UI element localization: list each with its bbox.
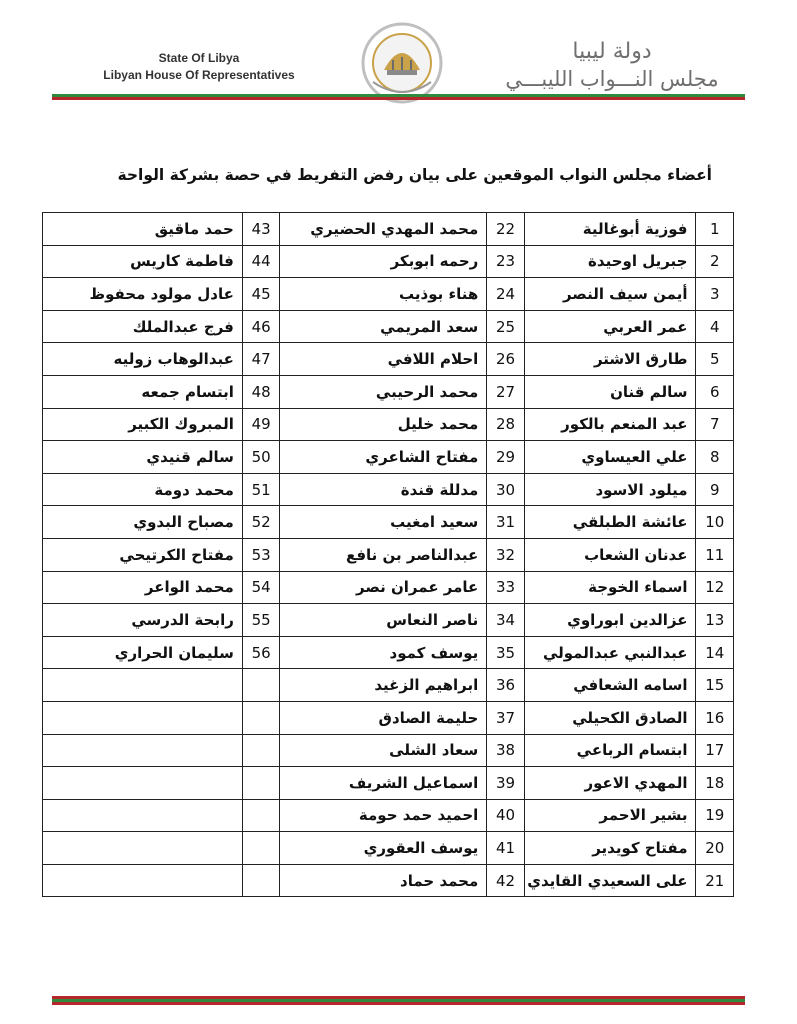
- member-name: سالم قنان: [524, 375, 696, 408]
- member-number: 55: [242, 604, 280, 637]
- member-name: فاطمة كاريس: [43, 245, 243, 278]
- house-seal-logo: [343, 22, 461, 104]
- header-english: [84, 50, 314, 84]
- member-name: محمد الواعر: [43, 571, 243, 604]
- header-english-line1: State Of Libya: [158, 51, 240, 65]
- member-number: 8: [696, 441, 734, 474]
- member-name: يوسف كمود: [280, 636, 487, 669]
- member-number: [242, 701, 280, 734]
- member-name: احلام اللافي: [280, 343, 487, 376]
- member-number: 21: [696, 864, 734, 897]
- member-number: 41: [487, 832, 525, 865]
- member-name: سعاد الشلى: [280, 734, 487, 767]
- member-number: 9: [696, 473, 734, 506]
- member-name: عزالدين ابوراوي: [524, 604, 696, 637]
- signatories-table-body: [43, 213, 734, 897]
- member-number: 4: [696, 310, 734, 343]
- member-name: حليمة الصادق: [280, 701, 487, 734]
- table-row: [43, 767, 734, 800]
- member-number: 10: [696, 506, 734, 539]
- member-name: بشير الاحمر: [524, 799, 696, 832]
- header-english-line2: Libyan House Of Representatives: [103, 68, 295, 82]
- member-name: سعد المريمي: [280, 310, 487, 343]
- member-number: 24: [487, 278, 525, 311]
- table-row: [43, 213, 734, 246]
- member-number: 44: [242, 245, 280, 278]
- member-number: [242, 864, 280, 897]
- member-name: اسامه الشعافي: [524, 669, 696, 702]
- member-number: 16: [696, 701, 734, 734]
- member-number: 37: [487, 701, 525, 734]
- table-row: [43, 441, 734, 474]
- member-number: 33: [487, 571, 525, 604]
- member-number: [242, 734, 280, 767]
- member-name: عبدالناصر بن نافع: [280, 538, 487, 571]
- member-number: 56: [242, 636, 280, 669]
- member-name: طارق الاشتر: [524, 343, 696, 376]
- member-name: المبروك الكبير: [43, 408, 243, 441]
- member-name: سعيد امغيب: [280, 506, 487, 539]
- member-number: 49: [242, 408, 280, 441]
- table-row: [43, 245, 734, 278]
- member-name: مفتاح كويدير: [524, 832, 696, 865]
- member-number: 17: [696, 734, 734, 767]
- table-row: [43, 473, 734, 506]
- member-name: حمد ماقيق: [43, 213, 243, 246]
- member-name: مفتاح الكرتيحي: [43, 538, 243, 571]
- member-name: محمد الرحيبي: [280, 375, 487, 408]
- member-name: مفتاح الشاعري: [280, 441, 487, 474]
- member-name: عبدالوهاب زوليه: [43, 343, 243, 376]
- member-number: 13: [696, 604, 734, 637]
- member-name: رحمه ابوبكر: [280, 245, 487, 278]
- member-name: عبدالنبي عبدالمولي: [524, 636, 696, 669]
- table-row: [43, 571, 734, 604]
- member-number: 54: [242, 571, 280, 604]
- member-number: 30: [487, 473, 525, 506]
- member-name: ميلود الاسود: [524, 473, 696, 506]
- member-number: 46: [242, 310, 280, 343]
- member-number: 6: [696, 375, 734, 408]
- member-name: [43, 864, 243, 897]
- member-number: 45: [242, 278, 280, 311]
- member-number: 20: [696, 832, 734, 865]
- member-name: جبريل اوحيدة: [524, 245, 696, 278]
- member-name: ابتسام الرباعي: [524, 734, 696, 767]
- member-name: محمد خليل: [280, 408, 487, 441]
- member-number: 3: [696, 278, 734, 311]
- member-name: أيمن سيف النصر: [524, 278, 696, 311]
- member-number: 36: [487, 669, 525, 702]
- member-number: 22: [487, 213, 525, 246]
- member-number: 2: [696, 245, 734, 278]
- member-name: ناصر النعاس: [280, 604, 487, 637]
- table-row: [43, 636, 734, 669]
- member-name: عبد المنعم بالكور: [524, 408, 696, 441]
- member-name: سليمان الحراري: [43, 636, 243, 669]
- table-row: [43, 375, 734, 408]
- member-number: 23: [487, 245, 525, 278]
- table-row: [43, 604, 734, 637]
- member-name: علي العيساوي: [524, 441, 696, 474]
- member-number: 32: [487, 538, 525, 571]
- member-name: عائشة الطبلقي: [524, 506, 696, 539]
- member-number: 18: [696, 767, 734, 800]
- member-number: 35: [487, 636, 525, 669]
- member-number: 38: [487, 734, 525, 767]
- table-row: [43, 278, 734, 311]
- member-number: 11: [696, 538, 734, 571]
- member-number: 28: [487, 408, 525, 441]
- member-number: 25: [487, 310, 525, 343]
- table-row: [43, 864, 734, 897]
- member-number: 40: [487, 799, 525, 832]
- table-row: [43, 669, 734, 702]
- header-arabic-line2: مجلس النـــواب الليبـــي: [505, 67, 719, 91]
- member-number: 31: [487, 506, 525, 539]
- member-name: اسماعيل الشريف: [280, 767, 487, 800]
- member-name: يوسف العقوري: [280, 832, 487, 865]
- member-number: 47: [242, 343, 280, 376]
- member-number: 39: [487, 767, 525, 800]
- member-number: 50: [242, 441, 280, 474]
- member-number: 42: [487, 864, 525, 897]
- member-number: 5: [696, 343, 734, 376]
- table-row: [43, 343, 734, 376]
- member-name: محمد المهدي الحضيري: [280, 213, 487, 246]
- table-row: [43, 310, 734, 343]
- member-name: فوزية أبوغالية: [524, 213, 696, 246]
- table-row: [43, 506, 734, 539]
- table-row: [43, 701, 734, 734]
- member-name: [43, 832, 243, 865]
- member-name: عامر عمران نصر: [280, 571, 487, 604]
- table-row: [43, 799, 734, 832]
- member-name: مصباح البدوي: [43, 506, 243, 539]
- member-number: 7: [696, 408, 734, 441]
- member-name: [43, 734, 243, 767]
- member-name: [43, 669, 243, 702]
- member-number: [242, 767, 280, 800]
- table-row: [43, 832, 734, 865]
- header-arabic: [487, 38, 737, 92]
- member-number: [242, 832, 280, 865]
- member-number: 29: [487, 441, 525, 474]
- member-name: هناء بوذيب: [280, 278, 487, 311]
- member-number: [242, 669, 280, 702]
- member-name: [43, 701, 243, 734]
- table-row: [43, 538, 734, 571]
- member-name: عدنان الشعاب: [524, 538, 696, 571]
- member-number: 52: [242, 506, 280, 539]
- document-title: أعضاء مجلس النواب الموقعين على بيان رفض التفريط في حصة بشركة الواحة: [117, 166, 712, 184]
- member-name: احميد حمد حومة: [280, 799, 487, 832]
- member-number: 48: [242, 375, 280, 408]
- member-name: ابراهيم الزغيد: [280, 669, 487, 702]
- member-number: 14: [696, 636, 734, 669]
- member-number: 43: [242, 213, 280, 246]
- member-name: [43, 767, 243, 800]
- member-name: سالم قنيدي: [43, 441, 243, 474]
- member-number: 34: [487, 604, 525, 637]
- member-name: ابتسام جمعه: [43, 375, 243, 408]
- member-number: 12: [696, 571, 734, 604]
- table-row: [43, 734, 734, 767]
- member-name: محمد دومة: [43, 473, 243, 506]
- member-name: رابحة الدرسي: [43, 604, 243, 637]
- member-name: عادل مولود محفوظ: [43, 278, 243, 311]
- member-number: 19: [696, 799, 734, 832]
- member-name: الصادق الكحيلي: [524, 701, 696, 734]
- table-row: [43, 408, 734, 441]
- member-name: المهدي الاعور: [524, 767, 696, 800]
- member-number: 51: [242, 473, 280, 506]
- member-number: 15: [696, 669, 734, 702]
- member-number: 53: [242, 538, 280, 571]
- member-number: 27: [487, 375, 525, 408]
- member-name: اسماء الخوجة: [524, 571, 696, 604]
- member-number: 26: [487, 343, 525, 376]
- signatories-table: [42, 212, 734, 897]
- member-name: على السعيدي القايدي: [524, 864, 696, 897]
- header-arabic-line1: دولة ليبيا: [572, 39, 652, 64]
- member-name: عمر العربي: [524, 310, 696, 343]
- member-name: مدللة قندة: [280, 473, 487, 506]
- member-number: 1: [696, 213, 734, 246]
- member-name: [43, 799, 243, 832]
- member-name: فرج عبدالملك: [43, 310, 243, 343]
- member-name: محمد حماد: [280, 864, 487, 897]
- member-number: [242, 799, 280, 832]
